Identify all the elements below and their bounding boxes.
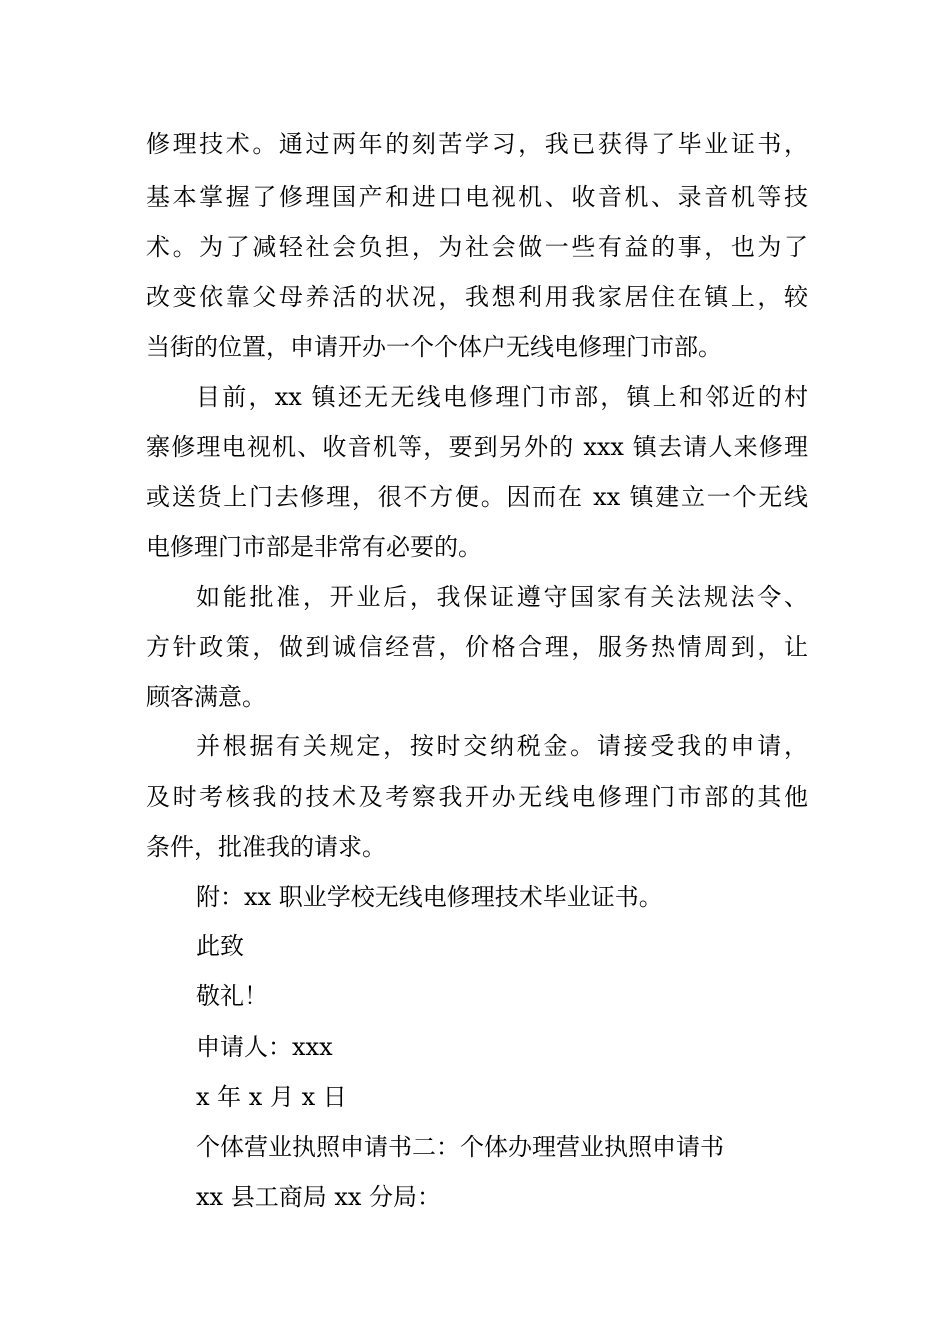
text-line: 术。为了减轻社会负担，为社会做一些有益的事，也为了 [146,233,808,261]
text-line: 并根据有关规定，按时交纳税金。请接受我的申请， [196,732,808,760]
closing-salutation: 此致 [196,932,244,960]
text-line: 条件，批准我的请求。 [146,833,386,861]
text-line: 及时考核我的技术及考察我开办无线电修理门市部的其他 [146,783,808,811]
closing-regards: 敬礼！ [196,982,268,1010]
text-line: 修理技术。通过两年的刻苦学习，我已获得了毕业证书， [146,130,808,158]
text-line: 目前，xx 镇还无无线电修理门市部，镇上和邻近的村 [196,383,808,411]
text-line: 方针政策，做到诚信经营，价格合理，服务热情周到，让 [146,633,808,661]
text-line: 顾客满意。 [146,683,266,711]
date-line: x 年 x 月 x 日 [196,1083,347,1111]
text-line: 寨修理电视机、收音机等，要到另外的 xxx 镇去请人来修理 [146,433,808,461]
text-line: 当街的位置，申请开办一个个体户无线电修理门市部。 [146,333,722,361]
text-line: 如能批准，开业后，我保证遵守国家有关法规法令、 [196,583,808,611]
applicant-signature: 申请人：xxx [196,1033,333,1061]
addressee-line: xx 县工商局 xx 分局： [196,1183,442,1211]
text-line: 改变依靠父母养活的状况，我想利用我家居住在镇上，较 [146,283,808,311]
attachment-note: 附：xx 职业学校无线电修理技术毕业证书。 [196,883,663,911]
text-line: 或送货上门去修理，很不方便。因而在 xx 镇建立一个无线 [146,483,808,511]
section-heading: 个体营业执照申请书二：个体办理营业执照申请书 [196,1133,724,1161]
text-line: 电修理门市部是非常有必要的。 [146,533,482,561]
text-line: 基本掌握了修理国产和进口电视机、收音机、录音机等技 [146,183,808,211]
